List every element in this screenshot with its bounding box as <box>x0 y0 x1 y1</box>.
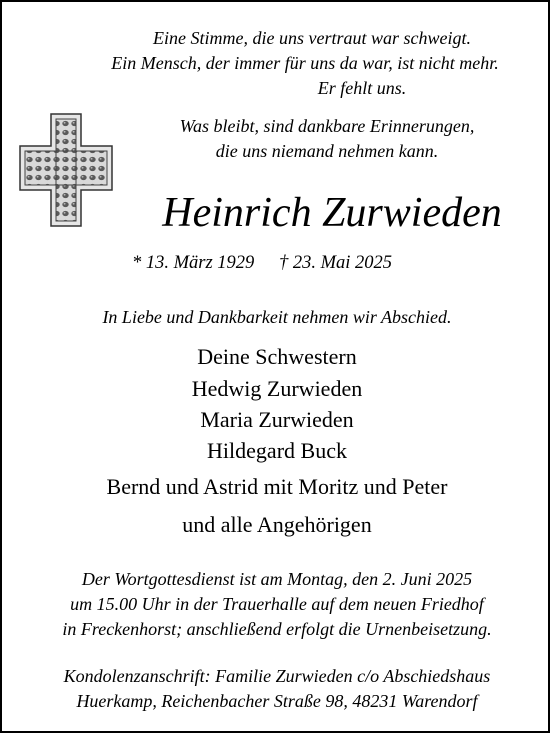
family-member: Maria Zurwieden <box>200 407 354 432</box>
poem-line-1: Eine Stimme, die uns vertraut war schweigt. <box>153 28 471 48</box>
family-member: Hildegard Buck <box>207 438 347 463</box>
condolence-address-line-2: Huerkamp, Reichenbacher Straße 98, 48231 Warendorf <box>76 691 478 711</box>
service-line-1: Der Wortgottesdienst ist am Montag, den 2. Juni 2025 <box>81 569 473 589</box>
service-line-3: in Freckenhorst; anschließend erfolgt die Urnenbeisetzung. <box>62 619 492 639</box>
birth-date: * 13. März 1929 <box>132 253 255 273</box>
poem-line-5: die uns niemand nehmen kann. <box>215 141 439 161</box>
jeweled-cross-icon <box>16 110 116 230</box>
life-dates <box>132 253 512 274</box>
family-relatives: und alle Angehörigen <box>182 512 372 537</box>
poem-line-2: Ein Mensch, der immer für uns da war, ist nicht mehr. <box>111 53 499 73</box>
family-member: Hedwig Zurwieden <box>191 376 363 401</box>
deceased-name: Heinrich Zurwieden <box>162 190 502 236</box>
condolence-address-line-1: Kondolenzanschrift: Familie Zurwieden c/o Abschiedshaus <box>63 666 491 686</box>
farewell-text: In Liebe und Dankbarkeit nehmen wir Abschied. <box>102 307 452 327</box>
service-line-2: um 15.00 Uhr in der Trauerhalle auf dem neuen Friedhof <box>70 594 484 614</box>
poem-line-4: Was bleibt, sind dankbare Erinnerungen, <box>179 116 475 136</box>
family-heading: Deine Schwestern <box>197 344 357 369</box>
family-others: Bernd und Astrid mit Moritz und Peter <box>106 474 448 499</box>
death-date: † 23. Mai 2025 <box>278 253 392 273</box>
poem-line-3: Er fehlt uns. <box>317 78 407 98</box>
